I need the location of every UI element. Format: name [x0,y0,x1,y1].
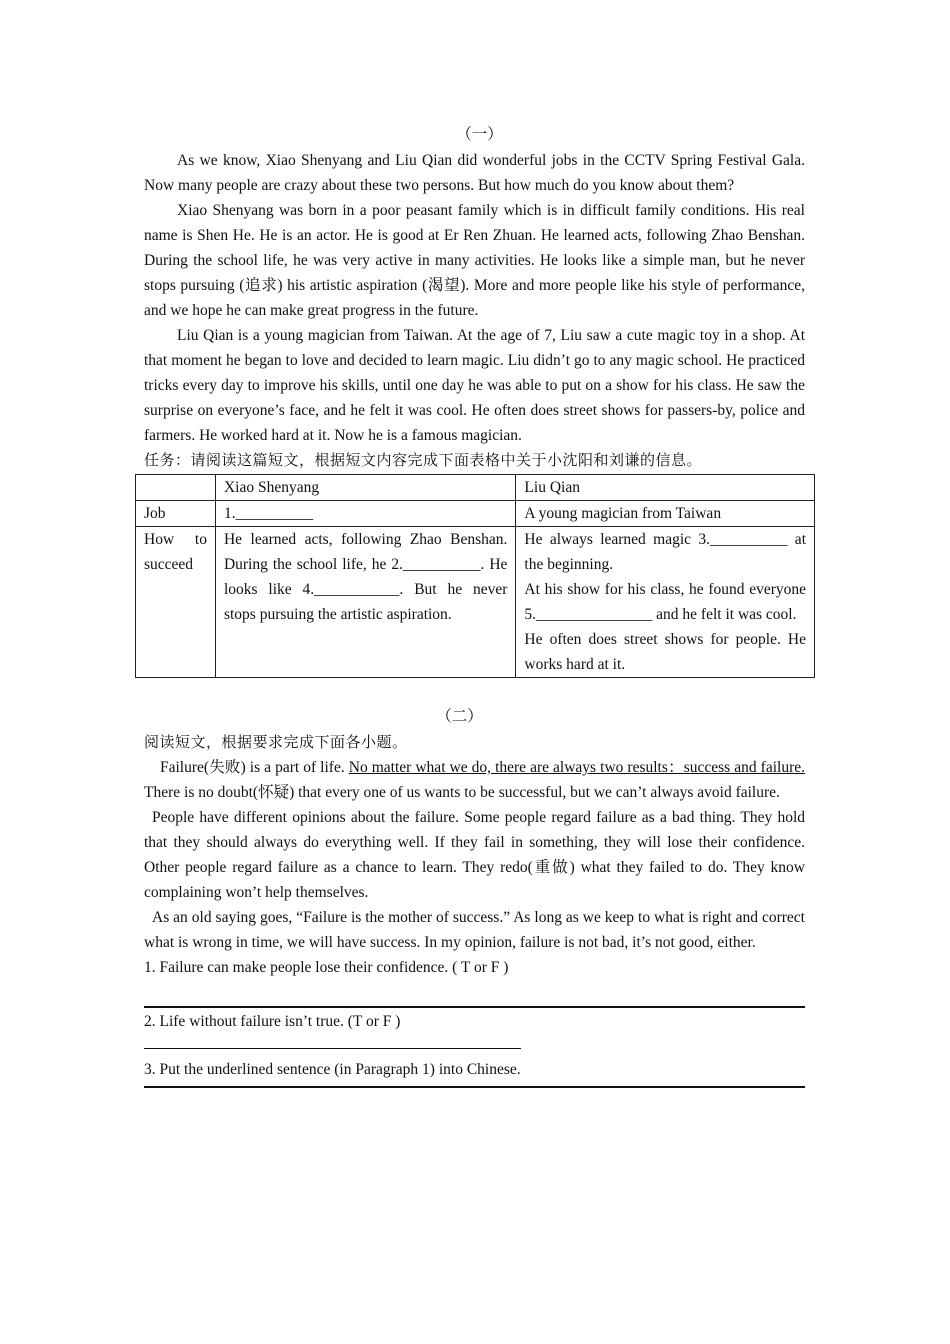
passage-1-paragraph-2: Xiao Shenyang was born in a poor peasant family which is in difficult family conditions. His real name is Shen He. He is an actor. He is good at Er Ren Zhuan. He learned acts, following Zhao Benshan. During the school life, he was very active in many activities. He looks like a simple man, but he never stops pursuing (追求) his artistic aspiration (渴望). More and more people like his style of performance, and we hope he can make great progress in the future. [144,202,805,319]
question-2: 2. Life without failure isn’t true. (T or F ) [144,1013,401,1030]
section-2-title: （二） [436,708,483,725]
answer-line-2[interactable] [144,1034,521,1049]
p1-start: Failure(失败) is a part of life. [160,759,349,776]
section-1-title: （一） [456,126,503,143]
answer-line-1[interactable] [144,980,805,1008]
info-table [135,474,815,678]
passage-1-paragraph-1: As we know, Xiao Shenyang and Liu Qian did wonderful jobs in the CCTV Spring Festival Gala. Now many people are crazy about these two persons. But how much do you know about them? [144,152,805,194]
table-header-liu: Liu Qian [516,475,815,501]
section-2-instruction: 阅读短文，根据要求完成下面各小题。 [144,733,408,751]
question-1: 1. Failure can make people lose their confidence. ( T or F ) [144,959,509,976]
worksheet-content [144,122,805,1088]
table-header-empty [136,475,216,501]
blank-1[interactable]: 1.__________ [215,501,515,527]
liu-how-to-succeed[interactable] [516,527,815,678]
table-header-row [136,475,815,501]
passage-2-paragraph-1 [144,755,805,805]
table-row-job [136,501,815,527]
table-row-how-to-succeed [136,527,815,678]
question-3: 3. Put the underlined sentence (in Paragraph 1) into Chinese. [144,1061,521,1078]
table-label-job: Job [136,501,216,527]
xiao-how-to-succeed[interactable]: He learned acts, following Zhao Benshan. During the school life, he 2.__________. He looks like 4.___________. But he never stops pursuing the artistic aspiration. [215,527,515,678]
liu-line-3: He often does street shows for people. He works hard at it. [524,631,806,673]
liu-job: A young magician from Taiwan [516,501,815,527]
passage-2-paragraph-2: People have different opinions about the failure. Some people regard failure as a bad thing. They hold that they should always do everything well. If they fail in something, they will lose their confidence. Other people regard failure as a chance to learn. They redo(重做) what they failed to do. They know complaining won’t help themselves. [144,809,805,901]
passage-2-paragraph-3: As an old saying goes, “Failure is the mother of success.” As long as we keep to what is right and correct what is wrong in time, we will have success. In my opinion, failure is not bad, it’s not good, either. [144,909,805,951]
liu-line-2: At his show for his class, he found everyone 5._______________ and he felt it was cool. [524,581,806,623]
table-label-how-to-succeed: How to succeed [136,527,216,678]
p1-end: There is no doubt(怀疑) that every one of us wants to be successful, but we can’t always avoid failure. [144,784,780,801]
table-header-xiao: Xiao Shenyang [215,475,515,501]
underlined-sentence: No matter what we do, there are always two results：success and failure. [348,759,805,776]
passage-1-paragraph-3: Liu Qian is a young magician from Taiwan. At the age of 7, Liu saw a cute magic toy in a shop. At that moment he began to love and decided to learn magic. Liu didn’t go to any magic school. He practiced tricks every day to improve his skills, until one day he was able to put on a show for his class. He saw the surprise on everyone’s face, and he felt it was cool. He often does street shows for passers-by, police and farmers. He worked hard at it. Now he is a famous magician. [144,327,805,444]
liu-line-1: He always learned magic 3.__________ at the beginning. [524,531,806,573]
answer-line-3[interactable] [144,1082,805,1088]
task-instruction: 任务：请阅读这篇短文，根据短文内容完成下面表格中关于小沈阳和刘谦的信息。 [144,451,703,469]
